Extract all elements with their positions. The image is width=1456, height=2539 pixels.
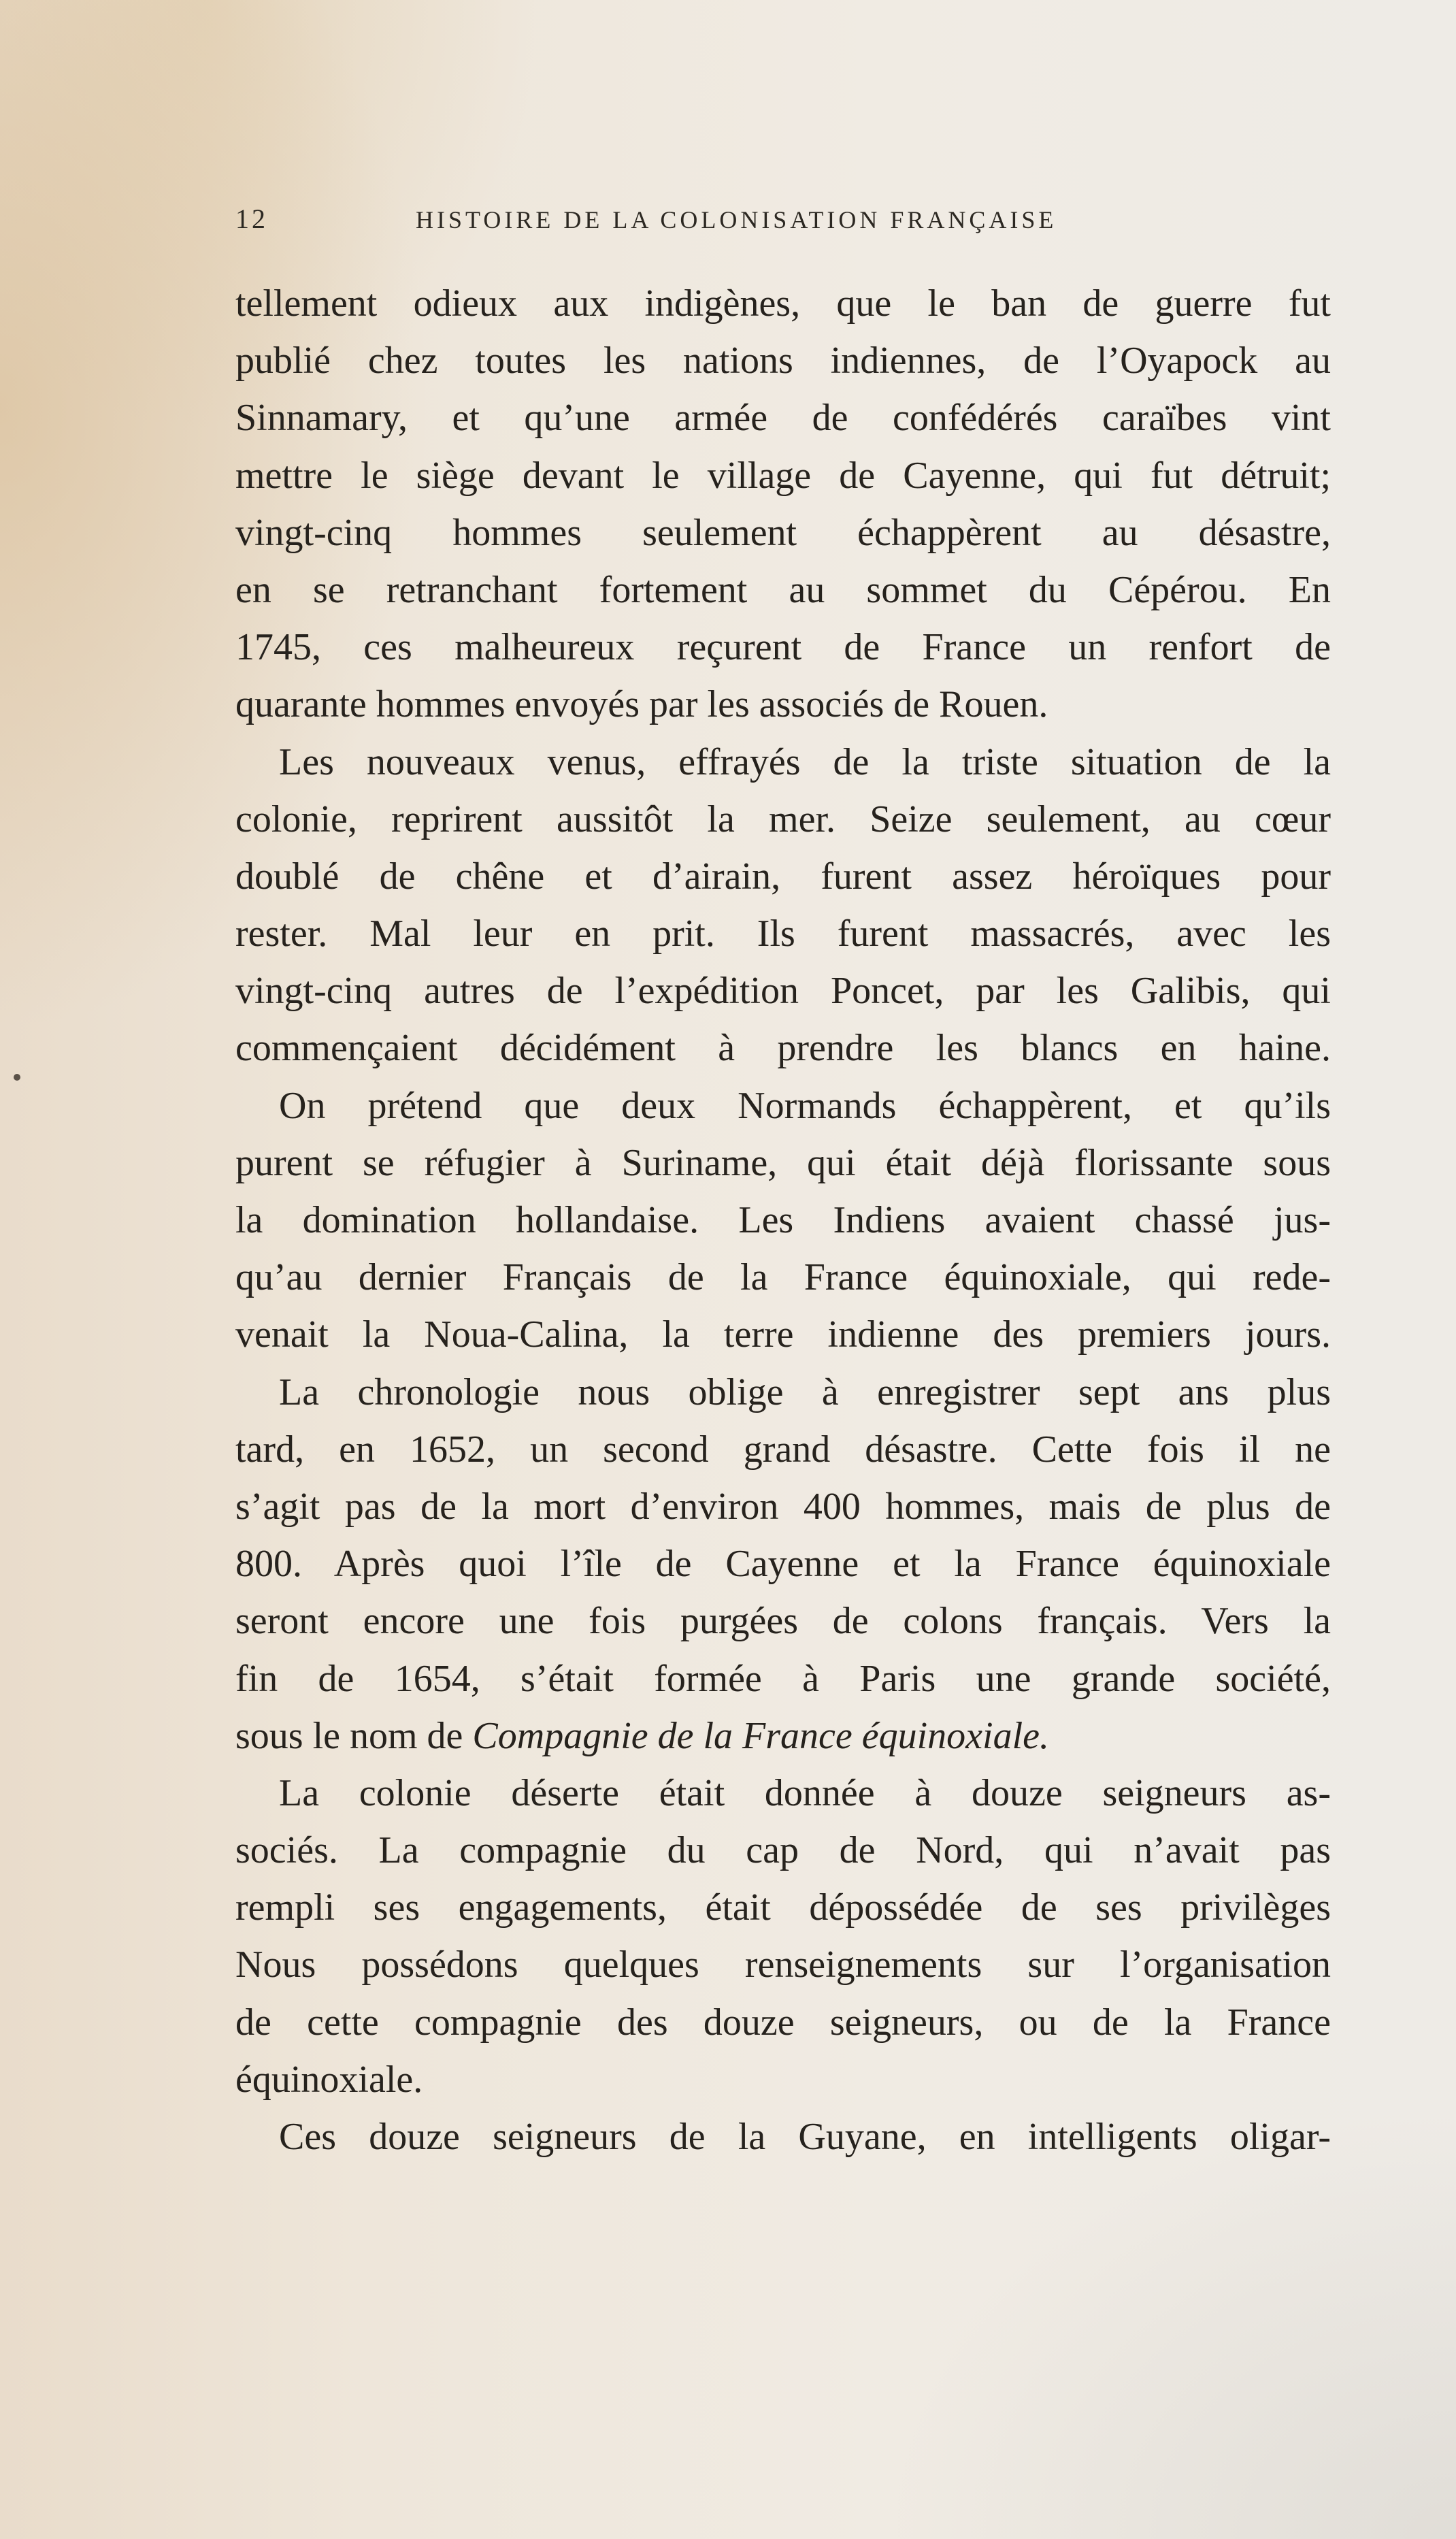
text-line: Nous possédons quelques renseignements sur l’organisation <box>235 1944 1331 1986</box>
text-line: équinoxiale. <box>235 2058 423 2101</box>
text-line: tard, en 1652, un second grand désastre. Cette fois il ne <box>235 1428 1331 1471</box>
text-line: colonie, reprirent aussitôt la mer. Seize seulement, au cœur <box>235 798 1331 840</box>
body-text <box>235 275 1331 2165</box>
text-line: purent se réfugier à Suriname, qui était déjà florissante sous <box>235 1141 1331 1184</box>
text-line: tellement odieux aux indigènes, que le ban de guerre fut <box>235 282 1331 325</box>
paragraph-start-line: On prétend que deux Normands échappèrent, et qu’ils <box>279 1084 1331 1127</box>
text-line: rester. Mal leur en prit. Ils furent massacrés, avec les <box>235 913 1331 955</box>
text-line: 1745, ces malheureux reçurent de France un renfort de <box>235 626 1331 669</box>
text-line: publié chez toutes les nations indiennes, de l’Oyapock au <box>235 340 1331 382</box>
text-line: 800. Après quoi l’île de Cayenne et la France équinoxiale <box>235 1543 1331 1586</box>
text-line: seront encore une fois purgées de colons français. Vers la <box>235 1600 1331 1643</box>
text-line: rempli ses engagements, était dépossédée de ses privilèges <box>235 1886 1331 1929</box>
text-line: vingt-cinq autres de l’expédition Poncet, par les Galibis, qui <box>235 970 1331 1013</box>
text-line: vingt-cinq hommes seulement échappèrent au désastre, <box>235 511 1331 554</box>
text-line: fin de 1654, s’était formée à Paris une grande société, <box>235 1657 1331 1700</box>
paragraph-start-line: La colonie déserte était donnée à douze seigneurs as- <box>279 1771 1331 1814</box>
page-number: 12 <box>235 203 268 234</box>
text-line: commençaient décidément à prendre les blancs en haine. <box>235 1027 1331 1070</box>
paragraph-start-line: Ces douze seigneurs de la Guyane, en intelligents oligar- <box>279 2116 1331 2158</box>
paragraph-start-line: Les nouveaux venus, effrayés de la triste situation de la <box>279 740 1331 783</box>
text-line: sociés. La compagnie du cap de Nord, qui n’avait pas <box>235 1829 1331 1872</box>
text-line: mettre le siège devant le village de Cayenne, qui fut détruit; <box>235 454 1331 497</box>
italic-company-name: Compagnie de la France équinoxiale. <box>472 1714 1049 1757</box>
paragraph-start-line: La chronologie nous oblige à enregistrer sept ans plus <box>279 1371 1331 1413</box>
text-line: qu’au dernier Français de la France équinoxiale, qui rede- <box>235 1256 1331 1299</box>
text-line: s’agit pas de la mort d’environ 400 hommes, mais de plus de <box>235 1485 1331 1528</box>
text-line: Sinnamary, et qu’une armée de confédérés caraïbes vint <box>235 397 1331 440</box>
text-line: de cette compagnie des douze seigneurs, ou de la France <box>235 2001 1331 2044</box>
text-line: la domination hollandaise. Les Indiens avaient chassé jus- <box>235 1199 1331 1241</box>
text-line: en se retranchant fortement au sommet du Cépérou. En <box>235 568 1331 611</box>
line-prefix: sous le nom de <box>235 1714 473 1757</box>
running-title: HISTOIRE DE LA COLONISATION FRANÇAISE <box>416 206 1057 233</box>
text-line: quarante hommes envoyés par les associés de Rouen. <box>235 683 1048 726</box>
text-line: venait la Noua-Calina, la terre indienne des premiers jours. <box>235 1313 1331 1356</box>
text-line-with-italic <box>235 1707 1331 1765</box>
running-head <box>235 203 1174 244</box>
text-line: doublé de chêne et d’airain, furent assez héroïques pour <box>235 855 1331 898</box>
paper-speck <box>14 1074 20 1081</box>
